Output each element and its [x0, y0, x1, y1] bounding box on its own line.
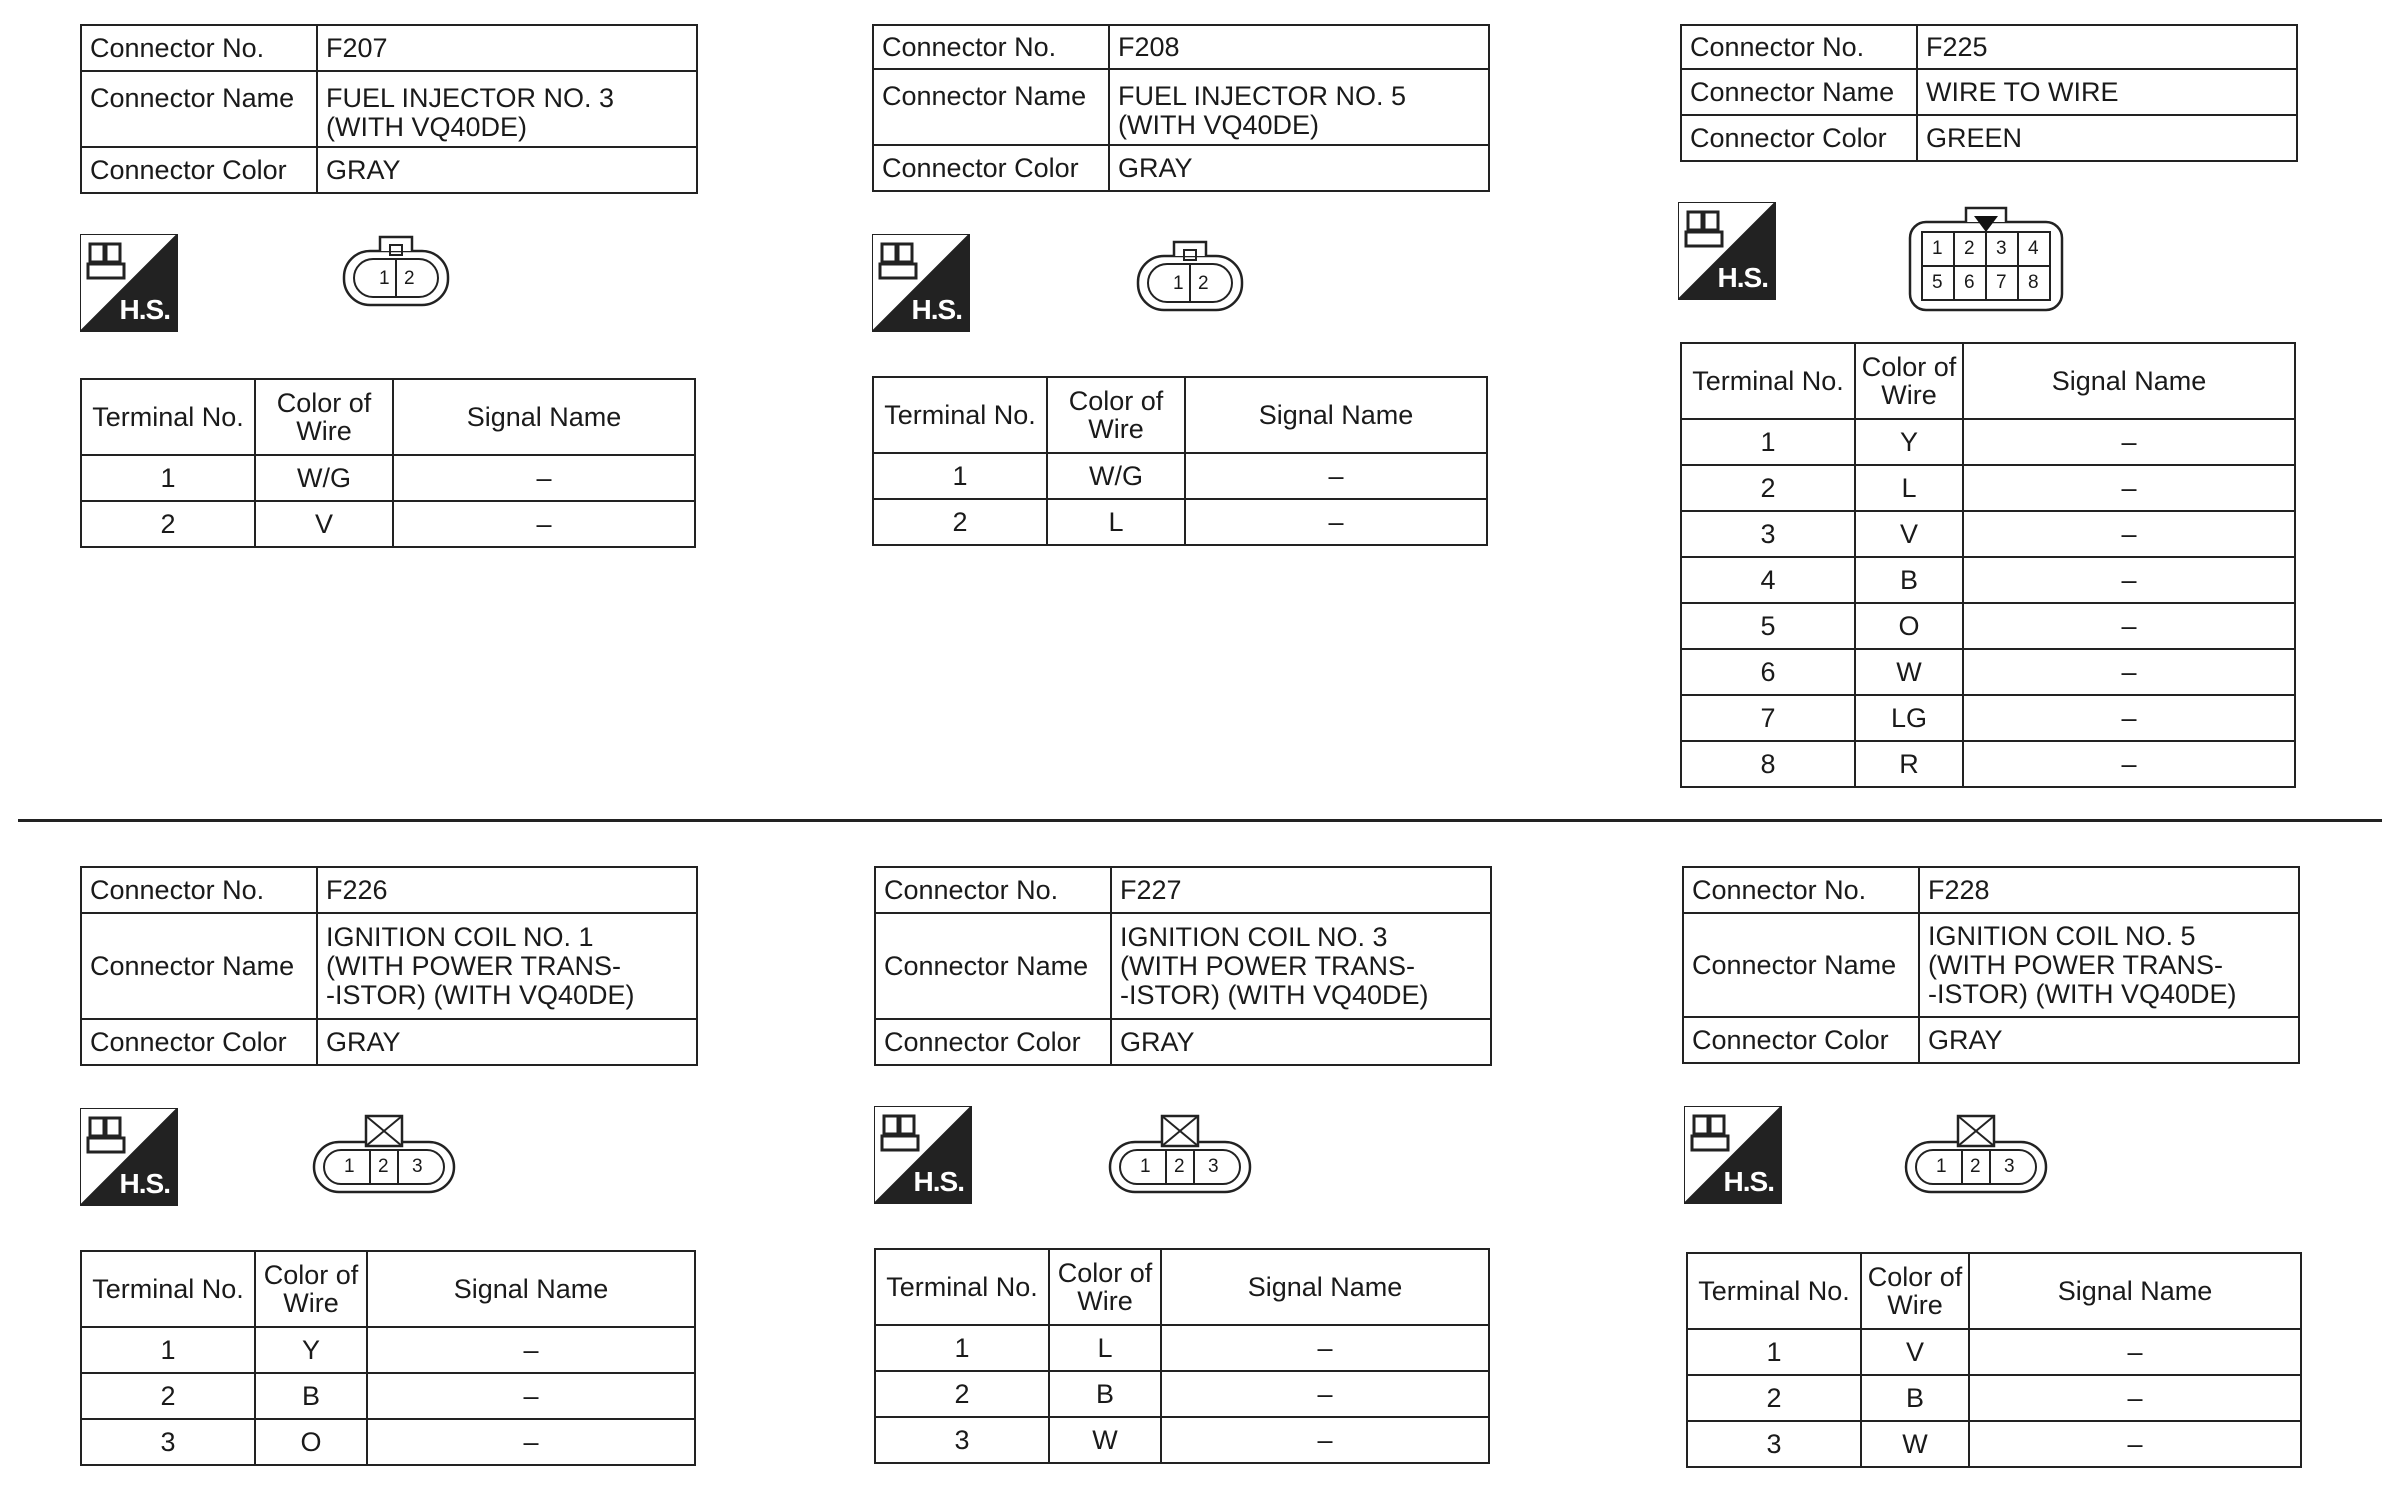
pin-number: 1: [1932, 238, 1943, 259]
connector-no-value: F226: [317, 867, 697, 913]
wire-color-cell: Y: [1855, 419, 1963, 465]
connector-name-line: (WITH VQ40DE): [326, 112, 528, 142]
connector-color-value: GRAY: [317, 1019, 697, 1065]
hs-label: H.S.: [119, 1168, 170, 1199]
signal-name-header: Signal Name: [1185, 377, 1487, 453]
connector-name-value: [1917, 69, 2297, 115]
connector-color-label: Connector Color: [81, 147, 317, 193]
connector-no-value: F227: [1111, 867, 1491, 913]
signal-cell: –: [1963, 557, 2295, 603]
connector-name-value: [1111, 913, 1491, 1019]
connector-color-value: GRAY: [1919, 1017, 2299, 1063]
terminal-cell: 2: [81, 1373, 255, 1419]
pin-number: 3: [1208, 1156, 1219, 1177]
terminal-cell: 2: [875, 1371, 1049, 1417]
hs-label: H.S.: [119, 294, 170, 325]
connector-no-value: F228: [1919, 867, 2299, 913]
header-line: Wire: [1088, 414, 1144, 444]
connector-no-value: F207: [317, 25, 697, 71]
wire-color-cell: L: [1047, 499, 1185, 545]
color-of-wire-header: [1049, 1249, 1161, 1325]
table-row: [1681, 557, 2295, 603]
signal-cell: –: [1969, 1375, 2301, 1421]
terminal-cell: 1: [81, 1327, 255, 1373]
pin-number: 1: [379, 268, 390, 289]
signal-table-f226: [80, 1250, 696, 1466]
wire-color-cell: B: [1049, 1371, 1161, 1417]
color-of-wire-header: [1861, 1253, 1969, 1329]
header-line: Wire: [1887, 1290, 1943, 1320]
table-row: [81, 455, 695, 501]
signal-cell: –: [367, 1419, 695, 1465]
table-row: [875, 1417, 1489, 1463]
hs-label: H.S.: [1717, 262, 1768, 293]
pin-number: 8: [2028, 272, 2039, 293]
pin-number: 1: [1140, 1156, 1151, 1177]
wire-color-cell: B: [1861, 1375, 1969, 1421]
connector-face-3pin: [312, 1112, 456, 1196]
wire-color-cell: O: [1855, 603, 1963, 649]
header-line: Color of: [1057, 1258, 1153, 1288]
signal-cell: –: [1963, 419, 2295, 465]
header-line: Color of: [276, 388, 372, 418]
signal-cell: –: [1161, 1417, 1489, 1463]
connector-color-value: GREEN: [1917, 115, 2297, 161]
harness-side-icon: [1678, 202, 1776, 300]
wire-color-cell: W/G: [255, 455, 393, 501]
signal-table-f228: [1686, 1252, 2302, 1468]
terminal-cell: 1: [873, 453, 1047, 499]
harness-side-icon: [1684, 1106, 1782, 1204]
connector-name-line: -ISTOR) (WITH VQ40DE): [1928, 978, 2237, 1009]
connector-name-line: IGNITION COIL NO. 5: [1928, 920, 2196, 951]
connector-name-line: FUEL INJECTOR NO. 3: [326, 83, 615, 113]
connector-color-label: Connector Color: [81, 1019, 317, 1065]
pin-number: 7: [1996, 272, 2007, 293]
signal-cell: –: [393, 455, 695, 501]
pin-number: 4: [2028, 238, 2039, 259]
terminal-cell: 3: [1681, 511, 1855, 557]
connector-no-value: F208: [1109, 25, 1489, 69]
connector-name-label: Connector Name: [875, 913, 1111, 1019]
connector-panel-f227: [874, 866, 1492, 1066]
connector-name-line: (WITH POWER TRANS-: [1928, 949, 2223, 980]
header-line: Color of: [263, 1260, 359, 1290]
connector-no-label: Connector No.: [873, 25, 1109, 69]
color-of-wire-header: [255, 379, 393, 455]
connector-no-label: Connector No.: [1683, 867, 1919, 913]
table-row: [875, 1325, 1489, 1371]
signal-cell: –: [1963, 603, 2295, 649]
pin-number: 2: [1964, 238, 1975, 259]
table-row: [873, 453, 1487, 499]
connector-panel-f226: [80, 866, 698, 1066]
table-row: [81, 1327, 695, 1373]
header-line: Color of: [1068, 386, 1164, 416]
table-row: [1681, 603, 2295, 649]
signal-cell: –: [1969, 1329, 2301, 1375]
connector-color-value: GRAY: [1109, 145, 1489, 191]
pin-number: 2: [404, 268, 415, 289]
table-row: [1681, 465, 2295, 511]
signal-table-f207: [80, 378, 696, 548]
wire-color-cell: V: [255, 501, 393, 547]
table-row: [1687, 1329, 2301, 1375]
header-line: Wire: [1077, 1286, 1133, 1316]
connector-no-label: Connector No.: [81, 867, 317, 913]
connector-name-line: IGNITION COIL NO. 1: [326, 921, 594, 952]
signal-name-header: Signal Name: [1969, 1253, 2301, 1329]
signal-cell: –: [1969, 1421, 2301, 1467]
signal-cell: –: [1161, 1371, 1489, 1417]
signal-table-f225: [1680, 342, 2296, 788]
wire-color-cell: L: [1049, 1325, 1161, 1371]
signal-cell: –: [1963, 649, 2295, 695]
terminal-cell: 2: [1687, 1375, 1861, 1421]
connector-info-table: [1680, 24, 2298, 162]
pin-number: 3: [2004, 1156, 2015, 1177]
connector-name-line: -ISTOR) (WITH VQ40DE): [1120, 979, 1429, 1010]
signal-cell: –: [367, 1327, 695, 1373]
terminal-cell: 3: [81, 1419, 255, 1465]
connector-color-value: GRAY: [1111, 1019, 1491, 1065]
pin-number: 2: [1970, 1156, 1981, 1177]
terminal-cell: 2: [1681, 465, 1855, 511]
wire-color-cell: W: [1861, 1421, 1969, 1467]
wire-color-cell: W: [1049, 1417, 1161, 1463]
wire-color-cell: O: [255, 1419, 367, 1465]
terminal-cell: 7: [1681, 695, 1855, 741]
connector-info-table: [80, 866, 698, 1066]
section-divider: [18, 819, 2382, 822]
pin-number: 2: [1198, 273, 1209, 294]
connector-face-8pin: [1908, 204, 2064, 314]
wire-color-cell: V: [1855, 511, 1963, 557]
signal-cell: –: [1161, 1325, 1489, 1371]
signal-table-f208: [872, 376, 1488, 546]
terminal-no-header: Terminal No.: [875, 1249, 1049, 1325]
connector-color-label: Connector Color: [875, 1019, 1111, 1065]
connector-name-label: Connector Name: [873, 69, 1109, 145]
wire-color-cell: W: [1855, 649, 1963, 695]
table-row: [81, 1419, 695, 1465]
wire-color-cell: L: [1855, 465, 1963, 511]
table-row: [1687, 1421, 2301, 1467]
connector-name-line: (WITH VQ40DE): [1118, 110, 1320, 140]
connector-name-label: Connector Name: [1681, 69, 1917, 115]
connector-no-value: F225: [1917, 25, 2297, 69]
pin-number: 5: [1932, 272, 1943, 293]
signal-cell: –: [1963, 465, 2295, 511]
pin-number: 1: [1173, 273, 1184, 294]
connector-name-line: WIRE TO WIRE: [1926, 76, 2119, 107]
connector-name-label: Connector Name: [81, 913, 317, 1019]
terminal-no-header: Terminal No.: [81, 1251, 255, 1327]
wire-color-cell: B: [255, 1373, 367, 1419]
connector-face-2pin: [342, 233, 452, 309]
table-row: [875, 1371, 1489, 1417]
header-line: Wire: [283, 1288, 339, 1318]
terminal-no-header: Terminal No.: [81, 379, 255, 455]
connector-panel-f225: [1680, 24, 2298, 162]
table-row: [1681, 511, 2295, 557]
wire-color-cell: R: [1855, 741, 1963, 787]
connector-name-value: [1109, 69, 1489, 145]
signal-name-header: Signal Name: [367, 1251, 695, 1327]
connector-color-label: Connector Color: [1683, 1017, 1919, 1063]
terminal-cell: 2: [873, 499, 1047, 545]
color-of-wire-header: [255, 1251, 367, 1327]
terminal-cell: 6: [1681, 649, 1855, 695]
terminal-cell: 3: [1687, 1421, 1861, 1467]
terminal-no-header: Terminal No.: [1687, 1253, 1861, 1329]
connector-name-line: IGNITION COIL NO. 3: [1120, 921, 1388, 952]
pin-number: 1: [344, 1156, 355, 1177]
connector-color-label: Connector Color: [1681, 115, 1917, 161]
header-line: Wire: [296, 416, 352, 446]
signal-name-header: Signal Name: [1161, 1249, 1489, 1325]
connector-name-label: Connector Name: [1683, 913, 1919, 1017]
connector-face-2pin: [1136, 238, 1246, 314]
connector-name-line: (WITH POWER TRANS-: [1120, 950, 1415, 981]
connector-no-label: Connector No.: [81, 25, 317, 71]
header-line: Wire: [1881, 380, 1937, 410]
connector-info-table: [872, 24, 1490, 192]
table-row: [1687, 1375, 2301, 1421]
connector-panel-f207: [80, 24, 698, 194]
header-line: Color of: [1867, 1262, 1963, 1292]
harness-side-icon: [874, 1106, 972, 1204]
signal-cell: –: [393, 501, 695, 547]
connector-info-table: [80, 24, 698, 194]
harness-side-icon: [872, 234, 970, 332]
wire-color-cell: B: [1855, 557, 1963, 603]
connector-panel-f228: [1682, 866, 2300, 1064]
terminal-cell: 2: [81, 501, 255, 547]
connector-name-line: -ISTOR) (WITH VQ40DE): [326, 979, 635, 1010]
terminal-cell: 1: [875, 1325, 1049, 1371]
harness-side-icon: [80, 234, 178, 332]
pin-number: 2: [1174, 1156, 1185, 1177]
connector-name-label: Connector Name: [81, 71, 317, 147]
table-row: [1681, 741, 2295, 787]
signal-cell: –: [1963, 695, 2295, 741]
connector-face-3pin: [1904, 1112, 2048, 1196]
pin-number: 6: [1964, 272, 1975, 293]
signal-cell: –: [367, 1373, 695, 1419]
signal-cell: –: [1963, 511, 2295, 557]
color-of-wire-header: [1855, 343, 1963, 419]
terminal-cell: 1: [81, 455, 255, 501]
table-row: [873, 499, 1487, 545]
signal-table-f227: [874, 1248, 1490, 1464]
pin-number: 2: [378, 1156, 389, 1177]
table-row: [81, 501, 695, 547]
wire-color-cell: LG: [1855, 695, 1963, 741]
connector-name-value: [317, 71, 697, 147]
connector-name-value: [1919, 913, 2299, 1017]
connector-color-value: GRAY: [317, 147, 697, 193]
pin-number: 1: [1936, 1156, 1947, 1177]
wire-color-cell: Y: [255, 1327, 367, 1373]
table-row: [1681, 419, 2295, 465]
terminal-cell: 8: [1681, 741, 1855, 787]
wire-color-cell: V: [1861, 1329, 1969, 1375]
table-row: [1681, 695, 2295, 741]
connector-name-value: [317, 913, 697, 1019]
terminal-cell: 3: [875, 1417, 1049, 1463]
connector-face-3pin: [1108, 1112, 1252, 1196]
signal-cell: –: [1185, 453, 1487, 499]
harness-side-icon: [80, 1108, 178, 1206]
connector-no-label: Connector No.: [1681, 25, 1917, 69]
terminal-cell: 1: [1681, 419, 1855, 465]
table-row: [1681, 649, 2295, 695]
connector-no-label: Connector No.: [875, 867, 1111, 913]
signal-name-header: Signal Name: [1963, 343, 2295, 419]
terminal-cell: 4: [1681, 557, 1855, 603]
terminal-cell: 1: [1687, 1329, 1861, 1375]
connector-name-line: (WITH POWER TRANS-: [326, 950, 621, 981]
table-row: [81, 1373, 695, 1419]
terminal-no-header: Terminal No.: [1681, 343, 1855, 419]
connector-panel-f208: [872, 24, 1490, 192]
wire-color-cell: W/G: [1047, 453, 1185, 499]
header-line: Color of: [1861, 352, 1957, 382]
connector-info-table: [874, 866, 1492, 1066]
hs-label: H.S.: [913, 1166, 964, 1197]
terminal-no-header: Terminal No.: [873, 377, 1047, 453]
signal-name-header: Signal Name: [393, 379, 695, 455]
terminal-cell: 5: [1681, 603, 1855, 649]
connector-color-label: Connector Color: [873, 145, 1109, 191]
color-of-wire-header: [1047, 377, 1185, 453]
signal-cell: –: [1963, 741, 2295, 787]
connector-name-line: FUEL INJECTOR NO. 5: [1118, 81, 1407, 111]
pin-number: 3: [1996, 238, 2007, 259]
connector-info-table: [1682, 866, 2300, 1064]
hs-label: H.S.: [1723, 1166, 1774, 1197]
hs-label: H.S.: [911, 294, 962, 325]
signal-cell: –: [1185, 499, 1487, 545]
pin-number: 3: [412, 1156, 423, 1177]
